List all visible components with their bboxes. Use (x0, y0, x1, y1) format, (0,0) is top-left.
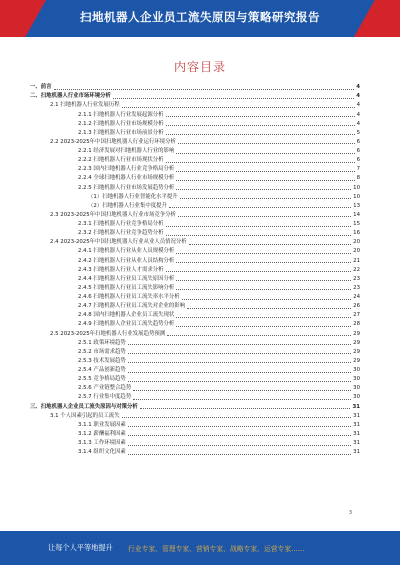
toc-entry-text: 3.1.2 薪酬福利因素 (78, 430, 126, 437)
toc-entry[interactable] (30, 339, 360, 348)
toc-entry-page: 20 (353, 239, 360, 246)
toc-entry[interactable] (30, 165, 360, 174)
toc-leader-dots (113, 98, 354, 99)
toc-entry[interactable] (30, 402, 360, 411)
toc-entry[interactable] (30, 247, 360, 256)
footer-bar (0, 531, 400, 565)
toc-entry[interactable] (30, 229, 360, 238)
toc-entry[interactable] (30, 183, 360, 192)
toc-entry-text: （1）扫地机器人行业智能化水平提升 (88, 193, 178, 200)
toc-entry-text: 2.4.6 扫地机器人行业员工流失率水平分析 (78, 294, 180, 300)
toc-leader-dots (122, 107, 355, 108)
toc-entry[interactable] (30, 83, 360, 92)
toc-entry[interactable] (30, 384, 360, 393)
toc-leader-dots (182, 299, 351, 300)
toc-entry[interactable] (30, 412, 360, 421)
toc-entry-text: 2.5 2023-2025年扫地机器人行业发展趋势预测 (50, 330, 166, 337)
toc-entry-page: 30 (353, 394, 360, 401)
toc-leader-dots (128, 435, 351, 436)
toc-entry-page: 4 (356, 102, 360, 109)
toc-entry-page: 30 (353, 376, 360, 383)
toc-entry-text: 2.3 2023-2025年中国扫地机器人行业市场竞争分析 (50, 211, 176, 218)
toc-entry-page: 29 (353, 348, 360, 355)
toc-entry-text: 2.1.2 扫地机器人行业市场规模分析 (78, 120, 164, 127)
toc-entry[interactable] (30, 156, 360, 165)
toc-entry-text: 2.2.5 扫地机器人行业市场发展趋势分析 (78, 184, 175, 191)
toc-entry-page: 28 (353, 321, 360, 328)
toc-entry-page: 16 (353, 230, 360, 237)
toc-entry-text: 2.2.2 扫地机器人行业市场现状分析 (78, 157, 164, 164)
toc-leader-dots (54, 89, 355, 90)
toc-title: 内容目录 (173, 60, 226, 74)
toc-entry-page: 6 (356, 148, 360, 154)
toc-entry-text: 2.2 2023-2025年中国扫地机器人行业运行环境分析 (50, 138, 176, 145)
toc-entry-page: 5 (356, 129, 360, 136)
toc-entry-text: 2.3.2 扫地机器人行业竞争趋势分析 (78, 230, 164, 237)
toc-entry[interactable] (30, 92, 360, 101)
toc-entry[interactable] (30, 311, 360, 320)
toc-entry[interactable] (30, 421, 360, 430)
toc-entry[interactable] (30, 120, 360, 129)
toc-entry-text: 3.1.1 职业发展因素 (78, 421, 126, 428)
toc-entry-page: 31 (353, 449, 360, 456)
toc-entry-text: 2.4.4 扫地机器人行业员工流失原因分析 (78, 275, 175, 282)
toc-entry-page: 4 (356, 93, 360, 100)
toc-entry-text: 3.1.3 工作环境因素 (78, 440, 126, 446)
toc-entry-page: 10 (353, 193, 360, 200)
toc-entry[interactable] (30, 238, 360, 247)
toc-entry-text: 三、扫地机器人企业员工流失原因与对策分析 (30, 403, 138, 410)
toc-entry-text: 2.2.4 全球扫地机器人行业市场规模分析 (78, 175, 175, 182)
toc-entry-page: 31 (353, 440, 360, 446)
toc-leader-dots (178, 143, 355, 144)
toc-entry-text: 2.4.8 国内扫地机器人企业员工流失现状 (78, 312, 175, 319)
toc-leader-dots (166, 235, 352, 236)
toc-entry[interactable] (30, 293, 360, 302)
toc-entry-page: 13 (353, 202, 360, 209)
header-bar (0, 0, 400, 37)
toc-entry[interactable] (30, 193, 360, 202)
toc-leader-dots (166, 162, 355, 163)
toc-leader-dots (128, 426, 351, 427)
toc-leader-dots (178, 216, 351, 217)
toc-entry-text: 3.1.4 组织文化因素 (78, 449, 126, 456)
table-of-contents (30, 83, 360, 457)
toc-entry-text: 一、前言 (30, 84, 52, 91)
toc-entry-page: 22 (353, 266, 360, 273)
toc-entry-page: 26 (353, 303, 360, 310)
toc-leader-dots (176, 262, 351, 263)
toc-entry[interactable] (30, 329, 360, 338)
toc-entry-page: 24 (353, 294, 360, 300)
toc-entry[interactable] (30, 448, 360, 457)
toc-entry[interactable] (30, 101, 360, 110)
toc-leader-dots (122, 417, 352, 418)
toc-leader-dots (133, 390, 351, 391)
toc-entry[interactable] (30, 147, 360, 156)
toc-entry-page: 20 (353, 248, 360, 255)
toc-entry-text: 2.5.2 市场需求趋势 (78, 348, 126, 355)
toc-leader-dots (128, 454, 351, 455)
toc-entry-text: 2.4.9 扫地机器人企业员工流失趋势分析 (78, 321, 175, 328)
toc-entry[interactable] (30, 430, 360, 439)
toc-leader-dots (176, 153, 354, 154)
toc-entry[interactable] (30, 439, 360, 448)
toc-entry[interactable] (30, 202, 360, 211)
toc-leader-dots (176, 253, 351, 254)
toc-entry-page: 23 (353, 284, 360, 291)
toc-leader-dots (167, 335, 351, 336)
toc-entry-page: 4 (356, 111, 360, 118)
toc-entry-text: 2.2.3 国内扫地机器人行业竞争格局分析 (78, 166, 175, 173)
toc-entry[interactable] (30, 138, 360, 147)
toc-entry-page: 31 (353, 421, 360, 428)
toc-entry-text: 2.4.1 扫地机器人行业从业人员规模分析 (78, 248, 175, 255)
toc-entry-text: 2.3.1 扫地机器人行业竞争格局分析 (78, 221, 164, 227)
toc-leader-dots (176, 289, 351, 290)
toc-entry[interactable] (30, 174, 360, 183)
toc-leader-dots (128, 372, 351, 373)
toc-entry-text: 2.4.2 扫地机器人行业从业人员结构分析 (78, 257, 175, 264)
toc-entry-text: 二、扫地机器人行业市场环境分析 (30, 93, 111, 100)
toc-entry[interactable] (30, 129, 360, 138)
toc-leader-dots (189, 244, 351, 245)
toc-entry-text: 2.5.7 行业集中度趋势 (78, 394, 132, 401)
toc-entry[interactable] (30, 220, 360, 229)
toc-entry[interactable] (30, 284, 360, 293)
toc-leader-dots (187, 308, 351, 309)
toc-entry[interactable] (30, 320, 360, 329)
toc-entry[interactable] (30, 375, 360, 384)
toc-entry-text: 2.4.5 扫地机器人行业员工流失影响分析 (78, 284, 175, 291)
header-red-stripe-right (354, 0, 400, 37)
toc-entry-text: 2.5.3 技术发展趋势 (78, 357, 126, 364)
toc-entry[interactable] (30, 211, 360, 220)
toc-entry[interactable] (30, 302, 360, 311)
toc-entry-page: 23 (353, 275, 360, 282)
toc-entry-page: 7 (356, 166, 360, 173)
toc-entry-page: 31 (353, 430, 360, 437)
toc-entry-text: 2.1.3 扫地机器人行业市场前景分析 (78, 129, 164, 136)
toc-entry-text: 2.4.3 扫地机器人行业人才需求分析 (78, 266, 164, 273)
toc-entry-text: 2.4.7 扫地机器人行业员工流失对企业的影响 (78, 303, 186, 310)
toc-leader-dots (176, 326, 351, 327)
toc-entry[interactable] (30, 256, 360, 265)
toc-entry-page: 27 (353, 312, 360, 319)
toc-leader-dots (166, 125, 355, 126)
toc-entry-text: 2.5.5 竞争格局趋势 (78, 376, 126, 383)
toc-leader-dots (133, 399, 351, 400)
toc-leader-dots (128, 344, 351, 345)
toc-leader-dots (176, 280, 351, 281)
toc-leader-dots (176, 171, 354, 172)
toc-entry-page: 31 (352, 403, 360, 410)
toc-entry-page: 21 (353, 257, 360, 264)
toc-entry-text: 2.1 扫地机器人行业发展历程 (50, 102, 120, 109)
toc-entry-text: 2.5.4 产品创新趋势 (78, 367, 126, 373)
toc-entry-page: 4 (356, 84, 360, 91)
toc-entry-page: 31 (353, 412, 360, 419)
toc-entry-page: 6 (356, 157, 360, 164)
toc-leader-dots (166, 134, 355, 135)
toc-entry-page: 4 (356, 120, 360, 127)
toc-leader-dots (128, 353, 351, 354)
toc-entry-page: 29 (353, 357, 360, 364)
toc-leader-dots (166, 116, 355, 117)
toc-entry[interactable] (30, 357, 360, 366)
toc-entry-text: 2.1.1 扫地机器人行业发展起源分析 (78, 111, 164, 118)
toc-entry[interactable] (30, 110, 360, 119)
toc-entry[interactable] (30, 348, 360, 357)
toc-entry-page: 6 (356, 138, 360, 145)
toc-leader-dots (166, 226, 352, 227)
toc-entry-text: 2.2.1 经济发展对扫地机器人行业的影响 (78, 148, 175, 154)
toc-entry-page: 29 (353, 330, 360, 337)
toc-entry[interactable] (30, 266, 360, 275)
toc-entry-text: 2.4 2023-2025年中国扫地机器人行业从业人员情况分析 (50, 239, 187, 246)
toc-leader-dots (128, 381, 351, 382)
toc-entry-text: 2.5.1 政策环境趋势 (78, 339, 126, 346)
toc-entry-text: 2.5.6 产业链整合趋势 (78, 385, 132, 392)
toc-leader-dots (176, 189, 351, 190)
toc-entry-text: 3.1 个人因素引起的员工流失 (50, 412, 120, 419)
toc-leader-dots (128, 445, 351, 446)
toc-entry[interactable] (30, 275, 360, 284)
toc-leader-dots (169, 207, 351, 208)
toc-entry-page: 14 (353, 211, 360, 218)
toc-entry-page: 29 (353, 339, 360, 346)
toc-entry[interactable] (30, 393, 360, 402)
footer-slogan: 让每个人平等地提升 (48, 543, 113, 552)
toc-leader-dots (140, 408, 351, 409)
toc-leader-dots (176, 180, 354, 181)
toc-leader-dots (176, 317, 351, 318)
header-red-stripe-left (0, 0, 46, 37)
page-number: 3 (348, 510, 352, 516)
document-title: 扫地机器人企业员工流失原因与策略研究报告 (80, 10, 320, 24)
footer-expert-list: 行业专家、管理专家、营销专家、战略专家、运营专家…… (128, 545, 305, 553)
toc-leader-dots (166, 271, 352, 272)
toc-leader-dots (180, 198, 351, 199)
toc-entry-page: 30 (353, 385, 360, 392)
toc-entry-text: （2）扫地机器人行业集中度提升 (88, 202, 167, 209)
toc-entry-page: 8 (356, 175, 360, 182)
toc-entry-page: 30 (353, 367, 360, 373)
toc-entry[interactable] (30, 366, 360, 375)
toc-entry-page: 15 (353, 221, 360, 227)
toc-entry-page: 10 (353, 184, 360, 191)
toc-leader-dots (128, 362, 351, 363)
